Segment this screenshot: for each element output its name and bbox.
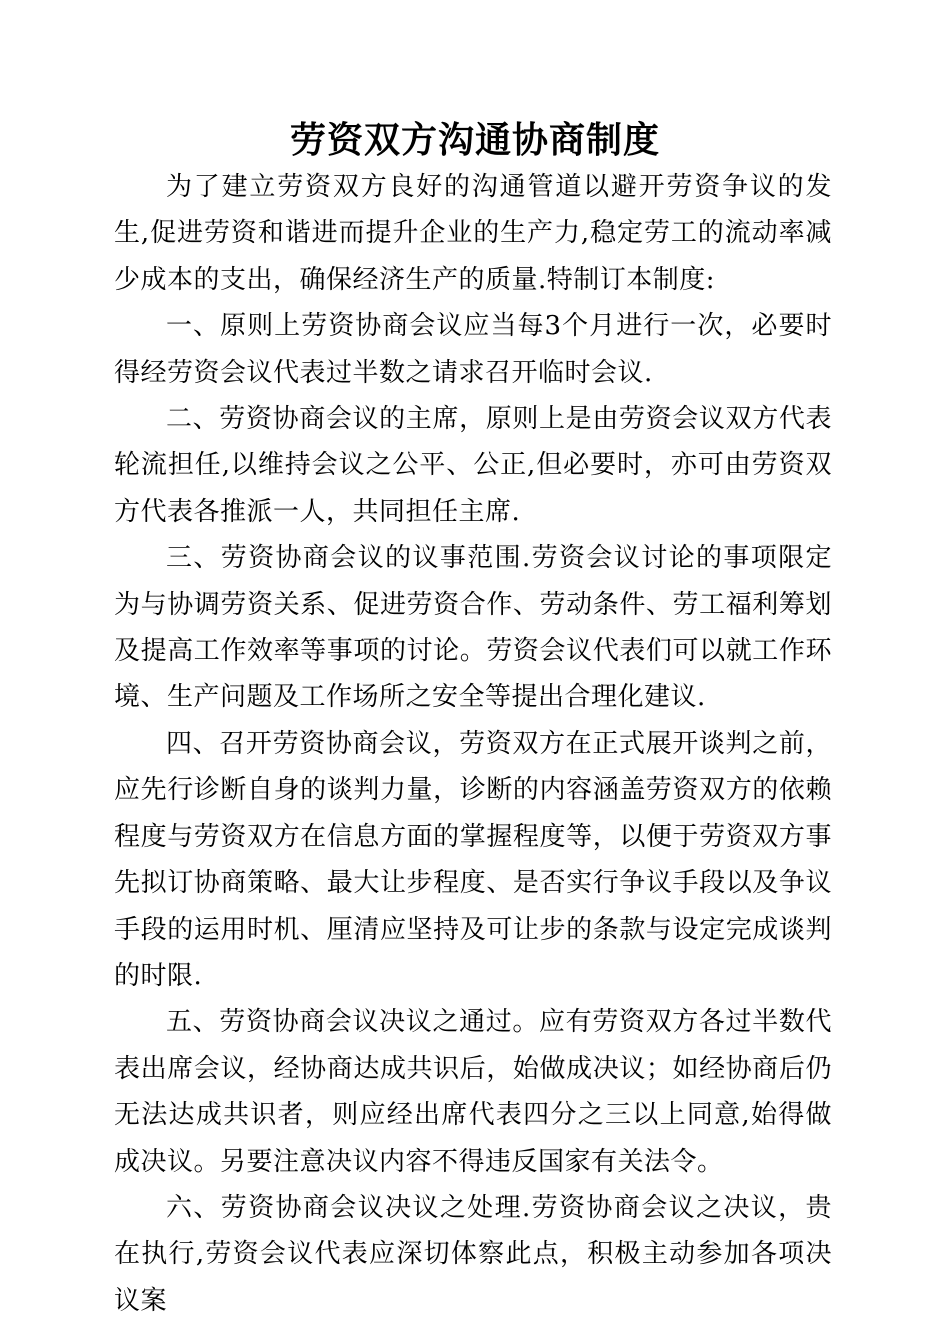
- paragraph-clause-4: 四、召开劳资协商会议，劳资双方在正式展开谈判之前，应先行诊断自身的谈判力量，诊断的内容涵盖劳资双方的依赖程度与劳资双方在信息方面的掌握程度等，以便于劳资双方事先拟订协商策略、最大让步程度、是否实行争议手段以及争议手段的运用时机、厘清应坚持及可让步的条款与设定完成谈判的时限.: [114, 728, 832, 991]
- paragraph-clause-3: 三、劳资协商会议的议事范围.劳资会议讨论的事项限定为与协调劳资关系、促进劳资合作、劳动条件、劳工福利筹划及提高工作效率等事项的讨论。劳资会议代表们可以就工作环境、生产问题及工作场所之安全等提出合理化建议.: [114, 543, 832, 713]
- document-body: [114, 164, 832, 1324]
- paragraph-clause-2: 二、劳资协商会议的主席，原则上是由劳资会议双方代表轮流担任,以维持会议之公平、公正,但必要时，亦可由劳资双方代表各推派一人，共同担任主席.: [114, 404, 832, 527]
- paragraph-intro: 为了建立劳资双方良好的沟通管道以避开劳资争议的发生,促进劳资和谐进而提升企业的生产力,稳定劳工的流动率减少成本的支出，确保经济生产的质量.特制订本制度:: [114, 172, 832, 295]
- paragraph-clause-1: 一、原则上劳资协商会议应当每3个月进行一次，必要时得经劳资会议代表过半数之请求召开临时会议.: [114, 311, 832, 388]
- document-title: 劳资双方沟通协商制度: [289, 119, 660, 161]
- paragraph-clause-6: 六、劳资协商会议决议之处理.劳资协商会议之决议，贵在执行,劳资会议代表应深切体察此点，积极主动参加各项决议案: [114, 1192, 832, 1316]
- paragraph-clause-5: 五、劳资协商会议决议之通过。应有劳资双方各过半数代表出席会议，经协商达成共识后，始做成决议；如经协商后仍无法达成共识者，则应经出席代表四分之三以上同意,始得做成决议。另要注意决议内容不得违反国家有关法令。: [114, 1007, 832, 1177]
